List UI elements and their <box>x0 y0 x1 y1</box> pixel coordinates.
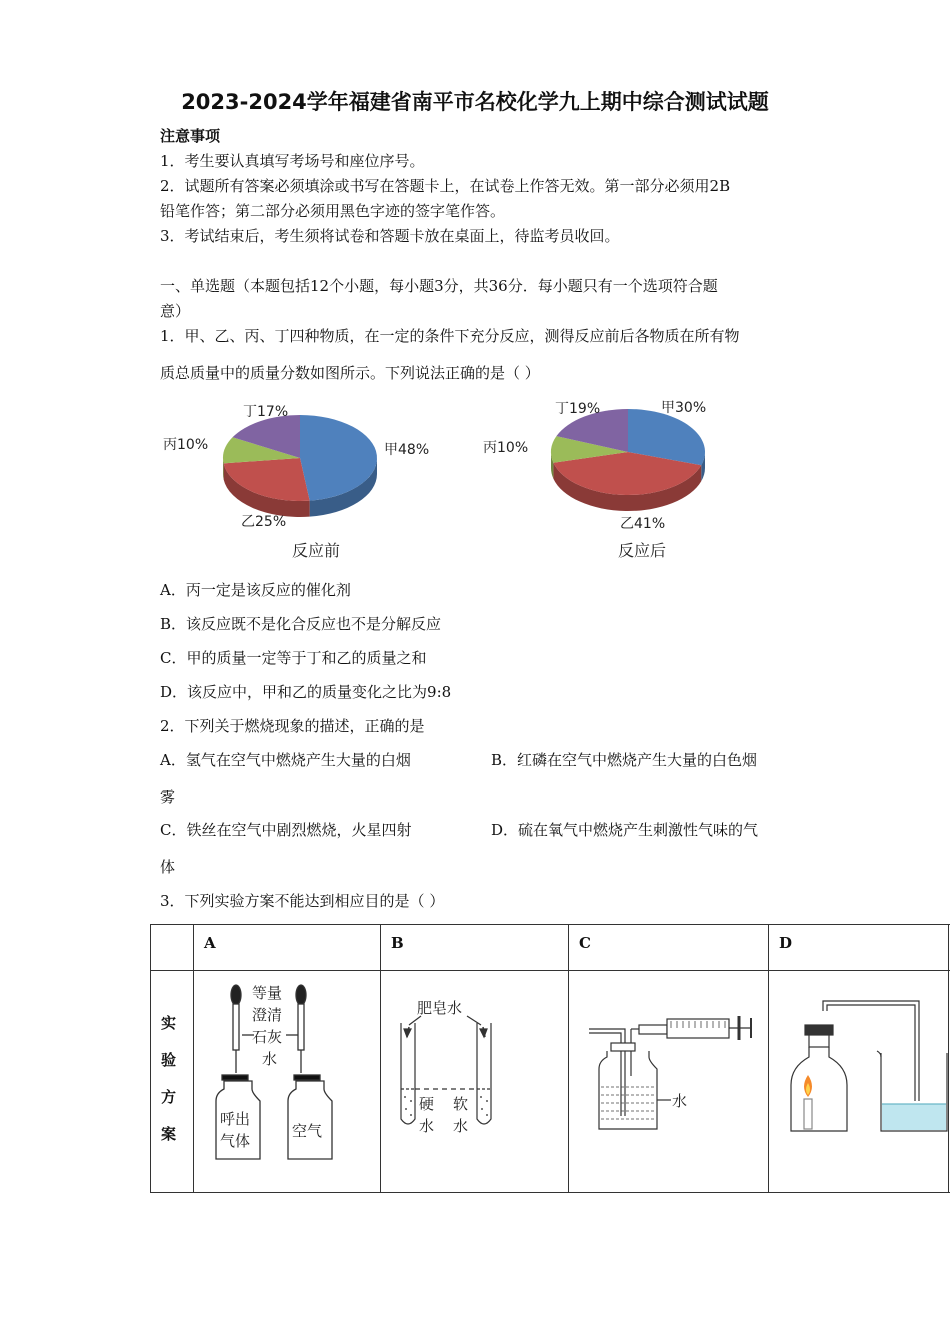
dropper-bulb <box>231 985 241 1005</box>
section-heading: 一、单选题（本题包括12个小题，每小题3分，共36分．每小题只有一个选项符合题 <box>160 277 718 295</box>
q1-option-b: B．该反应既不是化合反应也不是分解反应 <box>160 615 442 633</box>
fig-a-bottle1-label-1: 呼出 <box>220 1110 251 1128</box>
figure-c <box>569 971 768 1192</box>
fig-b-right-2: 水 <box>453 1117 469 1135</box>
page-title: 2023-2024学年福建省南平市名校化学九上期中综合测试试题 <box>181 90 769 114</box>
pie-before-label-yi: 乙25% <box>241 514 287 530</box>
q2-option-b-wrap: 雾 <box>160 788 176 806</box>
q2-option-d-wrap: 体 <box>160 858 176 876</box>
q3-header-c: C <box>579 934 591 952</box>
q1-option-d: D．该反应中，甲和乙的质量变化之比为9:8 <box>160 683 452 701</box>
figure-a <box>194 971 380 1192</box>
fig-a-reagent-2: 澄清 <box>252 1006 283 1024</box>
pie-before-label-jia: 甲48% <box>384 442 430 458</box>
q2-option-a: A．氢气在空气中燃烧产生大量的白烟 <box>160 751 411 769</box>
fig-c-water-label: 水 <box>672 1092 688 1110</box>
figure-b <box>381 971 568 1192</box>
pie-before-caption: 反应前 <box>292 541 341 560</box>
fig-b-left-1: 硬 <box>419 1095 435 1113</box>
figure-d <box>769 971 950 1192</box>
pie-after-label-bing: 丙10% <box>483 440 529 456</box>
fig-b-reagent: 肥皂水 <box>417 999 463 1017</box>
q2-option-c: C．铁丝在空气中剧烈燃烧，火星四射 <box>160 821 412 839</box>
q1-option-a: A．丙一定是该反应的催化剂 <box>160 581 351 599</box>
fig-a-reagent-3: 石灰 <box>252 1028 283 1046</box>
notice-item-1: 1．考生要认真填写考场号和座位序号。 <box>160 152 425 170</box>
q3-row-label-3: 方 <box>161 1088 177 1106</box>
q1-stem-cont: 质总质量中的质量分数如图所示。下列说法正确的是（ ） <box>160 364 540 382</box>
pie-after-caption: 反应后 <box>618 541 667 560</box>
fig-a-bottle2-label: 空气 <box>292 1122 323 1140</box>
q1-option-c: C．甲的质量一定等于丁和乙的质量之和 <box>160 649 427 667</box>
pie-before-label-bing: 丙10% <box>163 437 209 453</box>
q3-header-a: A <box>204 934 216 952</box>
q3-header-d: D <box>779 934 793 952</box>
dropper-bulb <box>296 985 306 1005</box>
pie-chart-after <box>551 409 705 511</box>
q3-row-label-2: 验 <box>161 1051 177 1069</box>
pie-after-label-jia: 甲30% <box>661 400 707 416</box>
q3-stem: 3．下列实验方案不能达到相应目的是（ ） <box>160 892 445 910</box>
notice-item-2-cont: 铅笔作答；第二部分必须用黑色字迹的签字笔作答。 <box>160 202 506 220</box>
q2-option-b: B．红磷在空气中燃烧产生大量的白色烟 <box>491 751 758 769</box>
q3-header-b: B <box>391 934 404 952</box>
notice-item-2: 2．试题所有答案必须填涂或书写在答题卡上，在试卷上作答无效。第一部分必须用2B <box>160 177 731 195</box>
pie-chart-before <box>223 415 377 517</box>
pie-after-label-ding: 丁19% <box>555 401 601 417</box>
pie-before-label-ding: 丁17% <box>243 404 289 420</box>
q3-row-label-4: 案 <box>161 1125 177 1143</box>
q2-option-d: D．硫在氧气中燃烧产生刺激性气味的气 <box>491 821 759 839</box>
fig-b-right-1: 软 <box>453 1095 469 1113</box>
fig-b-left-2: 水 <box>419 1117 435 1135</box>
candle-flame-icon <box>804 1075 812 1097</box>
q3-row-label-1: 实 <box>161 1014 177 1032</box>
q2-stem: 2．下列关于燃烧现象的描述，正确的是 <box>160 717 425 735</box>
section-heading-cont: 意） <box>160 302 191 320</box>
fig-a-bottle1-label-2: 气体 <box>220 1132 251 1150</box>
pie-after-label-yi: 乙41% <box>620 516 666 532</box>
notice-item-3: 3．考试结束后，考生须将试卷和答题卡放在桌面上，待监考员收回。 <box>160 227 620 245</box>
fig-a-reagent-4: 水 <box>262 1050 278 1068</box>
fig-a-reagent-1: 等量 <box>252 984 283 1002</box>
notice-heading: 注意事项 <box>160 127 221 145</box>
q1-stem: 1．甲、乙、丙、丁四种物质，在一定的条件下充分反应，测得反应前后各物质在所有物 <box>160 327 740 345</box>
